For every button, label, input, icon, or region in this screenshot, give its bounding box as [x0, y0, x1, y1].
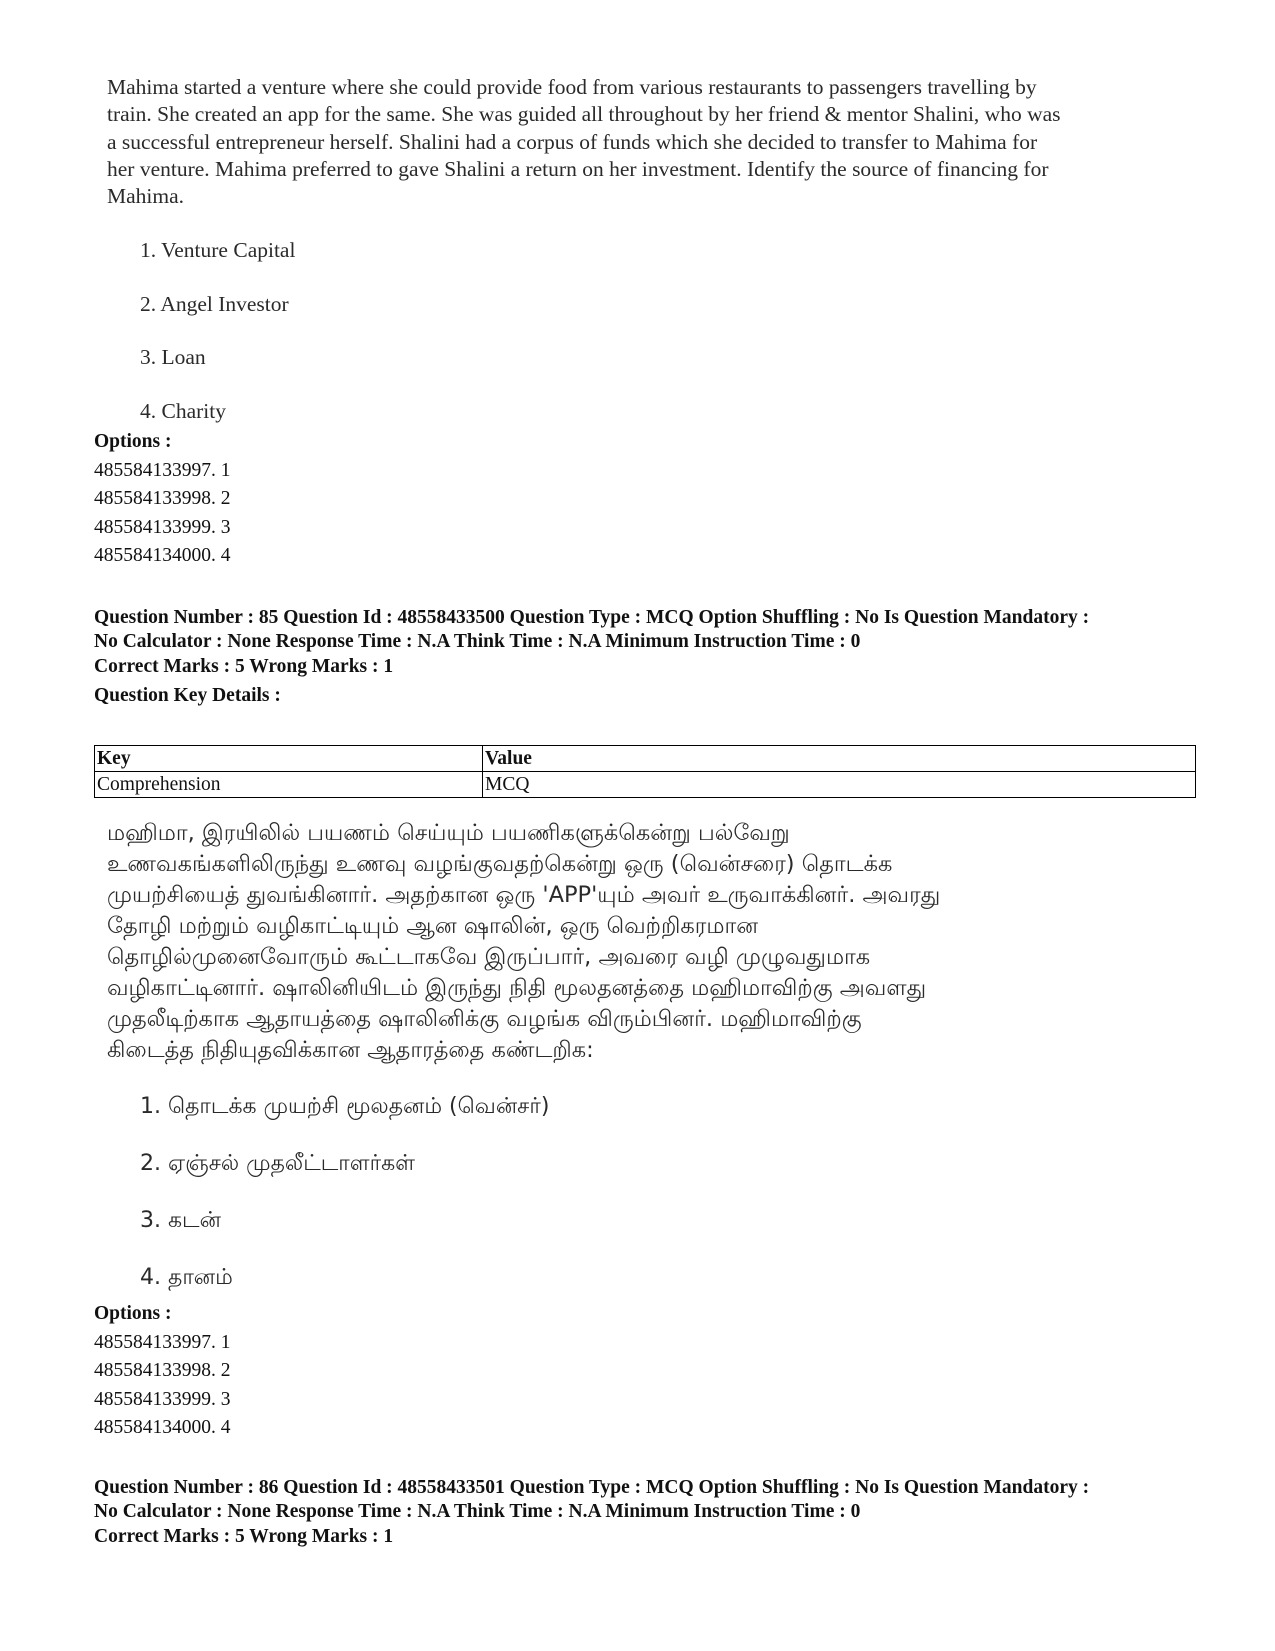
question-line: வழிகாட்டினார். ஷாலினியிடம் இருந்து நிதி மூலதனத்தை மஹிமாவிற்கு அவளது: [107, 975, 927, 1001]
options-label: Options :: [94, 1303, 172, 1324]
question-header: [94, 606, 1194, 654]
question-paragraph-english: [107, 74, 1167, 210]
option-id: 485584133997. 1: [94, 1331, 231, 1353]
question-line: a successful entrepreneur herself. Shalini had a corpus of funds which she decided to transfer to Mahima for: [107, 129, 1038, 154]
choice-item: 1. Venture Capital: [140, 238, 296, 263]
choice-item: 4. Charity: [140, 398, 226, 423]
table-header-row: [95, 746, 1196, 772]
question-line: தொழில்முனைவோரும் கூட்டாகவே இருப்பார், அவரை வழி முழுவதுமாக: [107, 944, 871, 970]
question-line: தோழி மற்றும் வழிகாட்டியும் ஆன ஷாலின், ஒரு வெற்றிகரமான: [107, 913, 759, 939]
option-id: 485584134000. 4: [94, 545, 231, 566]
choice-item: 3. Loan: [140, 345, 206, 370]
option-id: 485584133998. 2: [94, 488, 231, 509]
choice-item: 2. ஏஞ்சல் முதலீட்டாளர்கள்: [140, 1151, 415, 1176]
key-details-table: [94, 745, 1196, 798]
table-cell: Comprehension: [95, 772, 483, 798]
key-details-label: Question Key Details :: [94, 684, 281, 706]
question-paragraph-tamil: [107, 818, 1167, 1066]
question-line: முதலீடிற்காக ஆதாயத்தை ஷாலினிக்கு வழங்க விரும்பினர். மஹிமாவிற்கு: [107, 1006, 862, 1032]
question-line: முயற்சியைத் துவங்கினார். அதற்கான ஒரு 'APP'யும் அவர் உருவாக்கினர். அவரது: [107, 882, 941, 908]
question-line: கிடைத்த நிதியுதவிக்கான ஆதாரத்தை கண்டறிக:: [107, 1037, 594, 1063]
question-text-tamil: [107, 818, 1167, 1321]
question-meta-line: No Calculator : None Response Time : N.A Think Time : N.A Minimum Instruction Time : 0: [94, 631, 861, 652]
question-line: her venture. Mahima preferred to gave Shalini a return on her investment. Identify the source of financing for: [107, 156, 1049, 181]
question-meta-line: No Calculator : None Response Time : N.A Think Time : N.A Minimum Instruction Time : 0: [94, 1501, 861, 1522]
question-line: Mahima.: [107, 184, 185, 209]
option-id: 485584133999. 3: [94, 1388, 231, 1410]
choice-item: 4. தானம்: [140, 1265, 233, 1290]
option-id: 485584133997. 1: [94, 459, 231, 481]
option-id: 485584133999. 3: [94, 516, 231, 538]
table-cell: MCQ: [483, 772, 1196, 798]
marks-line: Correct Marks : 5 Wrong Marks : 1: [94, 1526, 394, 1547]
choice-item: 2. Angel Investor: [140, 291, 289, 316]
marks-block: [94, 653, 1194, 710]
option-id: 485584133998. 2: [94, 1360, 231, 1381]
marks-line: Correct Marks : 5 Wrong Marks : 1: [94, 656, 394, 677]
table-header-cell: Key: [95, 746, 483, 772]
question-meta-line: Question Number : 85 Question Id : 48558433500 Question Type : MCQ Option Shuffling : No Is Question Mandatory :: [94, 607, 1090, 628]
option-id: 485584134000. 4: [94, 1417, 231, 1438]
question-header: [94, 1476, 1194, 1524]
choice-item: 1. தொடக்க முயற்சி மூலதனம் (வென்சர்): [140, 1094, 550, 1119]
choice-list-english: [107, 237, 1167, 451]
options-block: [94, 428, 1194, 571]
question-line: Mahima started a venture where she could provide food from various restaurants to passengers travelling by: [107, 75, 1037, 99]
question-meta-line: Question Number : 86 Question Id : 48558433501 Question Type : MCQ Option Shuffling : No Is Question Mandatory :: [94, 1477, 1090, 1498]
choice-list-tamil: [107, 1093, 1167, 1321]
options-block: [94, 1300, 1194, 1443]
question-line: train. She created an app for the same. She was guided all throughout by her friend & mentor Shalini, who was: [107, 102, 1061, 127]
options-label: Options :: [94, 431, 172, 452]
marks-block: [94, 1523, 1194, 1552]
table-header-cell: Value: [483, 746, 1196, 772]
table-row: [95, 772, 1196, 798]
choice-item: 3. கடன்: [140, 1208, 221, 1233]
question-text-english: [107, 74, 1167, 451]
question-line: மஹிமா, இரயிலில் பயணம் செய்யும் பயணிகளுக்கென்று பல்வேறு: [107, 820, 790, 846]
question-line: உணவகங்களிலிருந்து உணவு வழங்குவதற்கென்று ஒரு (வென்சரை) தொடக்க: [107, 851, 893, 877]
